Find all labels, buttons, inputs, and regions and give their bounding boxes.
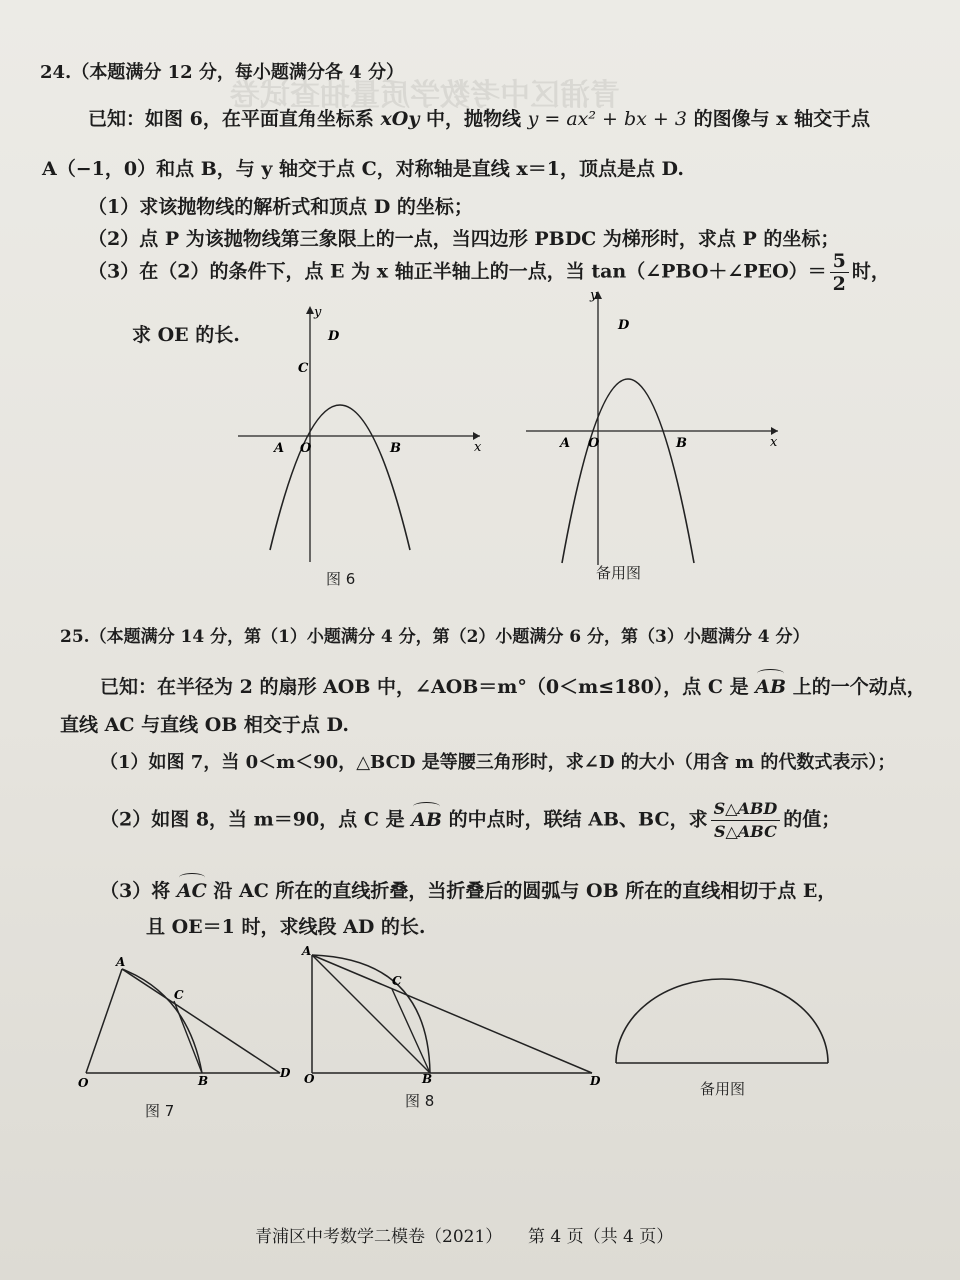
q24-fraction — [830, 250, 849, 295]
spare24-x-arrow-icon — [771, 427, 778, 435]
bleed-through-title: 青浦区中考数学质量抽查试卷 — [230, 78, 620, 113]
fig6-label-A: A — [274, 441, 285, 456]
q24-part3-line2: 求 OE 的长. — [132, 324, 240, 346]
q25-part3-arc: AC — [176, 880, 207, 902]
q24-formula: y = ax² + bx + 3 — [527, 108, 687, 130]
fig6-label-O: O — [300, 441, 312, 456]
spare24-label-D: D — [618, 318, 630, 333]
q24-fraction-num: 5 — [830, 250, 849, 273]
fig7-label-A: A — [116, 955, 126, 969]
spare24-label-y: y — [590, 288, 598, 303]
fig8-segment-AD — [312, 955, 592, 1073]
q25-fraction-den: S△ABC — [714, 822, 777, 841]
q25-part3 — [100, 878, 836, 904]
fig7-segment-OA — [86, 969, 122, 1073]
figure-25-spare — [610, 975, 840, 1070]
q25-given-1-post: 上的一个动点， — [786, 676, 926, 698]
q25-fraction — [711, 798, 781, 843]
spare24-caption: 备用图 — [596, 564, 642, 582]
q24-given-1-pre: 已知：如图 6，在平面直角坐标系 — [88, 108, 381, 130]
fig8-label-A: A — [302, 944, 312, 958]
q25-part3-pre: （3）将 — [100, 880, 177, 902]
q24-given-1-xoy: xOy — [380, 108, 420, 130]
fig6-label-C: C — [298, 361, 309, 376]
fig6-label-x: x — [474, 440, 482, 455]
fig7-label-C: C — [174, 988, 184, 1002]
fig8-label-D: D — [590, 1074, 601, 1088]
spare24-label-x: x — [770, 435, 778, 450]
q25-part3-post: 沿 AC 所在的直线折叠，当折叠后的圆弧与 OB 所在的直线相切于点 E， — [206, 880, 837, 902]
q25-part2-arc: AB — [411, 808, 442, 831]
fig8-label-O: O — [304, 1072, 315, 1086]
spare24-label-B: B — [676, 436, 687, 451]
figure-7 — [70, 955, 300, 1090]
fig6-label-B: B — [390, 441, 401, 456]
fig7-arc-AB — [122, 969, 202, 1073]
fig6-y-arrow-icon — [306, 306, 314, 314]
q24-part3-post: 时， — [851, 260, 890, 283]
fig7-label-O: O — [78, 1076, 89, 1090]
fig6-caption: 图 6 — [326, 570, 356, 588]
q25-part2-mid: 的中点时，联结 AB、BC，求 — [442, 808, 708, 831]
fig8-label-B: B — [422, 1072, 433, 1086]
q24-part1: （1）求该抛物线的解析式和顶点 D 的坐标； — [88, 196, 473, 218]
q25-part2 — [100, 798, 840, 843]
q24-given-line2: A（−1，0）和点 B，与 y 轴交于点 C，对称轴是直线 x＝1，顶点是点 D. — [42, 158, 684, 180]
q25-part2-post: 的值； — [783, 808, 841, 831]
q25-part2-pre: （2）如图 8，当 m＝90，点 C 是 — [100, 808, 412, 831]
spare25-semicircle — [616, 979, 828, 1063]
fig6-label-y: y — [314, 305, 322, 320]
q25-given-line1 — [100, 674, 926, 700]
q25-arc-AB: AB — [755, 676, 787, 698]
spare24-label-A: A — [560, 436, 571, 451]
q25-part3-line2: 且 OE＝1 时，求线段 AD 的长. — [146, 916, 426, 938]
footer-exam-title: 青浦区中考数学二模卷（2021） — [255, 1227, 503, 1247]
q25-header: 25.（本题满分 14 分，第（1）小题满分 4 分，第（2）小题满分 6 分，第（3）小题满分 4 分） — [60, 627, 810, 647]
spare24-label-O: O — [588, 436, 600, 451]
fig8-caption: 图 8 — [405, 1092, 435, 1110]
fig8-label-C: C — [392, 974, 402, 988]
fig7-label-B: B — [198, 1074, 209, 1088]
q24-part2: （2）点 P 为该抛物线第三象限上的一点，当四边形 PBDC 为梯形时，求点 P 的坐标； — [88, 228, 840, 250]
spare24-parabola — [562, 379, 694, 563]
q24-header: 24.（本题满分 12 分，每小题满分各 4 分） — [40, 62, 404, 83]
fig7-segment-AD — [122, 969, 280, 1073]
footer-page-number: 第 4 页（共 4 页） — [528, 1227, 674, 1247]
fig6-parabola — [270, 405, 410, 550]
q24-fraction-den: 2 — [832, 273, 846, 295]
fig7-caption: 图 7 — [145, 1102, 175, 1120]
q25-part1: （1）如图 7，当 0＜m＜90，△BCD 是等腰三角形时，求∠D 的大小（用含 m 的代数式表示）； — [100, 752, 896, 773]
figure-8 — [300, 944, 610, 1088]
q25-fraction-num: S△ABD — [711, 798, 781, 821]
figure-24-spare — [520, 285, 790, 575]
fig6-label-D: D — [328, 329, 340, 344]
q25-given-line2: 直线 AC 与直线 OB 相交于点 D. — [60, 714, 349, 736]
q25-given-1-pre: 已知：在半径为 2 的扇形 AOB 中，∠AOB＝m°（0＜m≤180），点 C 是 — [100, 676, 756, 698]
q24-part3-pre: （3）在（2）的条件下，点 E 为 x 轴正半轴上的一点，当 tan（∠PBO＋∠PEO）＝ — [88, 260, 827, 283]
fig7-label-D: D — [280, 1066, 291, 1080]
fig6-x-arrow-icon — [473, 432, 480, 440]
q24-given-1-post: 的图像与 x 轴交于点 — [686, 108, 871, 130]
q24-given-line1 — [88, 106, 870, 132]
q24-given-1-mid: 中，抛物线 — [419, 108, 528, 130]
fig8-segment-AB — [312, 955, 430, 1073]
spare25-caption: 备用图 — [700, 1080, 746, 1098]
figure-6 — [230, 300, 490, 570]
